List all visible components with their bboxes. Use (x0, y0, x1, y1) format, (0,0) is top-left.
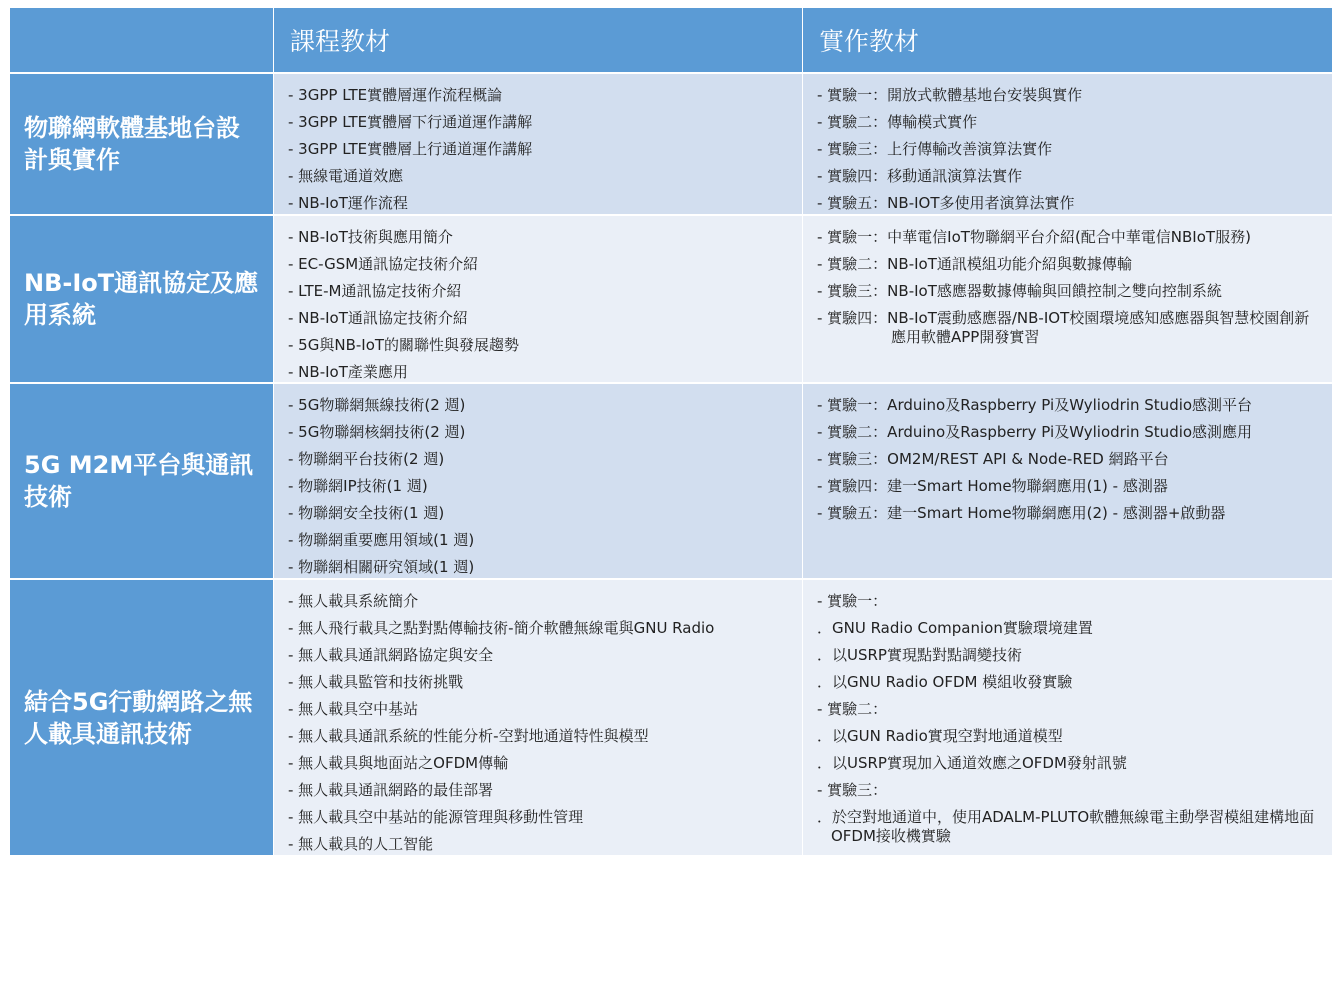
list-item: - LTE-M通訊協定技術介紹 (288, 282, 462, 300)
list-item: - 3GPP LTE實體層下行通道運作講解 (288, 113, 533, 131)
list-item: - 實驗一：開放式軟體基地台安裝與實作 (817, 86, 1083, 104)
list-item: - 實驗四：NB-IoT震動感應器/NB-IOT校園環境感知感應器與智慧校園創新應用軟體APP開發實習 (817, 309, 1310, 346)
list-item: - 無人載具與地面站之OFDM傳輸 (288, 754, 509, 772)
list-item: - 實驗二： (817, 700, 888, 718)
list-item: - EC-GSM通訊協定技術介紹 (288, 255, 479, 273)
course-cell (274, 74, 802, 214)
list-item: - 物聯網安全技術(1 週) (288, 504, 445, 522)
practice-cell (803, 580, 1332, 855)
list-item: - 物聯網平台技術(2 週) (288, 450, 445, 468)
list-item: - 實驗一： (817, 592, 888, 610)
list-item: ．於空對地通道中，使用ADALM-PLUTO軟體無線電主動學習模組建構地面OFDM接收機實驗 (817, 808, 1315, 845)
row-title: 物聯網軟體基地台設計與實作 (10, 74, 273, 214)
list-item: - 實驗二：Arduino及Raspberry Pi及Wyliodrin Studio感測應用 (817, 423, 1253, 441)
header-cell-empty (10, 8, 273, 72)
course-cell (274, 384, 802, 578)
list-item: - 無人載具的人工智能 (288, 835, 434, 853)
list-item: - 實驗三：OM2M/REST API & Node-RED 網路平台 (817, 450, 1169, 468)
list-item: - 物聯網相關研究領域(1 週) (288, 558, 475, 576)
list-item: - 實驗一：Arduino及Raspberry Pi及Wyliodrin Studio感測平台 (817, 396, 1253, 414)
list-item: - 5G與NB-IoT的關聯性與發展趨勢 (288, 336, 520, 354)
list-item: - 實驗二：NB-IoT通訊模組功能介紹與數據傳輸 (817, 255, 1132, 273)
list-item: - 實驗四：移動通訊演算法實作 (817, 167, 1023, 185)
list-item: - 無人載具空中基站 (288, 700, 419, 718)
list-item: - 實驗三：NB-IoT感應器數據傳輸與回饋控制之雙向控制系統 (817, 282, 1222, 300)
list-item: - NB-IoT通訊協定技術介紹 (288, 309, 468, 327)
header-practice-materials: 實作教材 (803, 8, 1332, 72)
list-item: - 實驗三： (817, 781, 888, 799)
row-title: 5G M2M平台與通訊技術 (10, 384, 273, 578)
list-item: ．以USRP實現點對點調變技術 (817, 646, 1022, 664)
list-item: - NB-IoT運作流程 (288, 194, 408, 212)
list-item: - NB-IoT技術與應用簡介 (288, 228, 453, 246)
course-table (10, 8, 1332, 857)
list-item: - 3GPP LTE實體層上行通道運作講解 (288, 140, 533, 158)
list-item: ．GNU Radio Companion實驗環境建置 (817, 619, 1093, 637)
list-item: - 無線電通道效應 (288, 167, 404, 185)
list-item: - 無人載具空中基站的能源管理與移動性管理 (288, 808, 584, 826)
list-item: - 無人載具通訊網路協定與安全 (288, 646, 494, 664)
list-item: - NB-IoT產業應用 (288, 363, 408, 381)
header-course-materials: 課程教材 (274, 8, 802, 72)
list-item: - 實驗四：建一Smart Home物聯網應用(1) - 感測器 (817, 477, 1168, 495)
list-item: - 實驗二：傳輸模式實作 (817, 113, 978, 131)
course-cell (274, 216, 802, 382)
list-item: - 無人載具監管和技術挑戰 (288, 673, 464, 691)
practice-cell (803, 216, 1332, 382)
list-item: - 5G物聯網無線技術(2 週) (288, 396, 466, 414)
list-item: - 物聯網IP技術(1 週) (288, 477, 428, 495)
practice-cell (803, 74, 1332, 214)
list-item: ．以USRP實現加入通道效應之OFDM發射訊號 (817, 754, 1127, 772)
list-item: - 實驗一：中華電信IoT物聯網平台介紹(配合中華電信NBIoT服務) (817, 228, 1251, 246)
list-item: - 3GPP LTE實體層運作流程概論 (288, 86, 503, 104)
row-title: 結合5G行動網路之無人載具通訊技術 (10, 580, 273, 855)
list-item: - 實驗五：建一Smart Home物聯網應用(2) - 感測器+啟動器 (817, 504, 1226, 522)
list-item: - 實驗三：上行傳輸改善演算法實作 (817, 140, 1053, 158)
list-item: - 無人載具通訊網路的最佳部署 (288, 781, 494, 799)
row-title: NB-IoT通訊協定及應用系統 (10, 216, 273, 382)
list-item: ．以GUN Radio實現空對地通道模型 (817, 727, 1063, 745)
list-item: - 5G物聯網核網技術(2 週) (288, 423, 466, 441)
list-item: - 實驗五：NB-IOT多使用者演算法實作 (817, 194, 1075, 212)
list-item: - 無人飛行載具之點對點傳輸技術-簡介軟體無線電與GNU Radio (288, 619, 715, 637)
list-item: ．以GNU Radio OFDM 模組收發實驗 (817, 673, 1073, 691)
list-item: - 物聯網重要應用領域(1 週) (288, 531, 475, 549)
list-item: - 無人載具系統簡介 (288, 592, 419, 610)
list-item: - 無人載具通訊系統的性能分析-空對地通道特性與模型 (288, 727, 649, 745)
course-cell (274, 580, 802, 855)
practice-cell (803, 384, 1332, 578)
